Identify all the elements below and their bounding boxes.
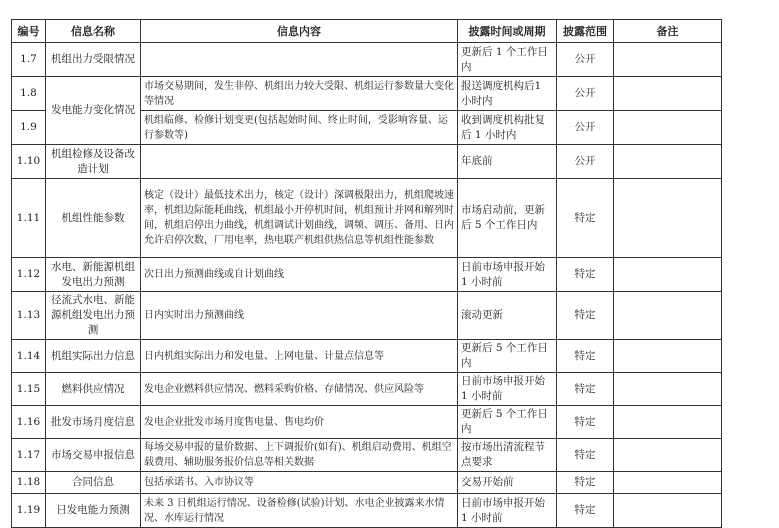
cell-info-name: 径流式水电、新能源机组发电出力预测 bbox=[46, 292, 141, 340]
cell-info-name: 水电、新能源机组发电出力预测 bbox=[46, 258, 141, 292]
cell-remarks bbox=[614, 292, 722, 340]
cell-info-content: 发电企业批发市场月度售电量、售电均价 bbox=[141, 406, 458, 439]
cell-disclosure-scope: 公开 bbox=[557, 43, 614, 77]
cell-disclosure-time: 市场启动前，更新后 5 个工作日内 bbox=[458, 179, 557, 258]
cell-disclosure-scope: 特定 bbox=[557, 340, 614, 373]
cell-info-name: 市场交易申报信息 bbox=[46, 439, 141, 472]
header-number: 编号 bbox=[12, 20, 46, 43]
table-row bbox=[12, 145, 722, 179]
header-remarks: 备注 bbox=[614, 20, 722, 43]
cell-disclosure-scope: 特定 bbox=[557, 292, 614, 340]
cell-remarks bbox=[614, 340, 722, 373]
cell-number: 1.9 bbox=[12, 111, 46, 145]
cell-disclosure-scope: 特定 bbox=[557, 494, 614, 528]
cell-info-name: 机组性能参数 bbox=[46, 179, 141, 258]
cell-info-name: 燃料供应情况 bbox=[46, 373, 141, 406]
cell-disclosure-scope: 特定 bbox=[557, 472, 614, 494]
cell-remarks bbox=[614, 111, 722, 145]
cell-info-name: 机组出力受限情况 bbox=[46, 43, 141, 77]
cell-disclosure-time: 日前市场申报开始 1 小时前 bbox=[458, 494, 557, 528]
cell-remarks bbox=[614, 179, 722, 258]
cell-disclosure-scope: 特定 bbox=[557, 439, 614, 472]
cell-info-name: 合同信息 bbox=[46, 472, 141, 494]
table-row bbox=[12, 77, 722, 111]
header-info-content: 信息内容 bbox=[141, 20, 458, 43]
cell-info-name: 发电能力变化情况 bbox=[46, 77, 141, 145]
table-header-row bbox=[12, 20, 722, 43]
table-row bbox=[12, 439, 722, 472]
table-row bbox=[12, 494, 722, 528]
cell-disclosure-time: 日前市场申报开始 1 小时前 bbox=[458, 373, 557, 406]
disclosure-table bbox=[11, 19, 722, 528]
cell-disclosure-scope: 特定 bbox=[557, 258, 614, 292]
cell-remarks bbox=[614, 406, 722, 439]
cell-disclosure-scope: 公开 bbox=[557, 77, 614, 111]
table-row bbox=[12, 258, 722, 292]
cell-info-content: 包括承诺书、入市协议等 bbox=[141, 472, 458, 494]
cell-disclosure-scope: 特定 bbox=[557, 179, 614, 258]
header-info-name: 信息名称 bbox=[46, 20, 141, 43]
cell-remarks bbox=[614, 145, 722, 179]
cell-remarks bbox=[614, 439, 722, 472]
cell-number: 1.15 bbox=[12, 373, 46, 406]
cell-disclosure-scope: 特定 bbox=[557, 406, 614, 439]
cell-number: 1.18 bbox=[12, 472, 46, 494]
cell-info-content: 未来 3 日机组运行情况、设备检修(试验)计划、水电企业披露来水情况、水库运行情况 bbox=[141, 494, 458, 528]
table-row bbox=[12, 472, 722, 494]
cell-disclosure-scope: 特定 bbox=[557, 373, 614, 406]
cell-number: 1.11 bbox=[12, 179, 46, 258]
cell-remarks bbox=[614, 373, 722, 406]
cell-number: 1.10 bbox=[12, 145, 46, 179]
cell-disclosure-time: 收到调度机构批复后 1 小时内 bbox=[458, 111, 557, 145]
cell-number: 1.19 bbox=[12, 494, 46, 528]
cell-disclosure-time: 报送调度机构后1 小时内 bbox=[458, 77, 557, 111]
cell-disclosure-time: 年底前 bbox=[458, 145, 557, 179]
cell-remarks bbox=[614, 77, 722, 111]
header-disclosure-time: 披露时间或周期 bbox=[458, 20, 557, 43]
cell-disclosure-time: 更新后 1 个工作日内 bbox=[458, 43, 557, 77]
cell-disclosure-time: 更新后 5 个工作日内 bbox=[458, 406, 557, 439]
cell-disclosure-scope: 公开 bbox=[557, 145, 614, 179]
cell-remarks bbox=[614, 494, 722, 528]
cell-disclosure-time: 按市场出清流程节点要求 bbox=[458, 439, 557, 472]
cell-info-content: 每场交易申报的量价数据、上下调报价(如有)、机组启动费用、机组空载费用、辅助服务报价信息等相关数据 bbox=[141, 439, 458, 472]
cell-number: 1.8 bbox=[12, 77, 46, 111]
header-disclosure-scope: 披露范围 bbox=[557, 20, 614, 43]
cell-disclosure-time: 日前市场申报开始 1 小时前 bbox=[458, 258, 557, 292]
cell-info-name: 批发市场月度信息 bbox=[46, 406, 141, 439]
cell-remarks bbox=[614, 472, 722, 494]
cell-info-content: 机组临修、检修计划变更(包括起始时间、终止时间，受影响容量、运行参数等) bbox=[141, 111, 458, 145]
table-row bbox=[12, 43, 722, 77]
cell-info-content bbox=[141, 43, 458, 77]
cell-info-content: 日内实时出力预测曲线 bbox=[141, 292, 458, 340]
cell-disclosure-time: 滚动更新 bbox=[458, 292, 557, 340]
cell-info-name: 机组检修及设备改造计划 bbox=[46, 145, 141, 179]
cell-disclosure-time: 更新后 5 个工作日内 bbox=[458, 340, 557, 373]
cell-number: 1.14 bbox=[12, 340, 46, 373]
table-row bbox=[12, 406, 722, 439]
cell-number: 1.16 bbox=[12, 406, 46, 439]
cell-remarks bbox=[614, 43, 722, 77]
cell-disclosure-scope: 公开 bbox=[557, 111, 614, 145]
cell-info-name: 日发电能力预测 bbox=[46, 494, 141, 528]
cell-info-name: 机组实际出力信息 bbox=[46, 340, 141, 373]
cell-number: 1.17 bbox=[12, 439, 46, 472]
cell-info-content bbox=[141, 145, 458, 179]
cell-info-content: 日内机组实际出力和发电量、上网电量、计量点信息等 bbox=[141, 340, 458, 373]
cell-number: 1.7 bbox=[12, 43, 46, 77]
table-row bbox=[12, 340, 722, 373]
cell-info-content: 发电企业燃料供应情况、燃料采购价格、存储情况、供应风险等 bbox=[141, 373, 458, 406]
table-row bbox=[12, 179, 722, 258]
cell-number: 1.12 bbox=[12, 258, 46, 292]
cell-info-content: 核定（设计）最低技术出力，核定（设计）深调极限出力，机组爬坡速率，机组边际能耗曲线，机组最小开停机时间，机组预计并网和解列时间，机组启停出力曲线，机组调试计划曲线，调频、调压、备用、日内允许启停次数，厂用电率，热电联产机组供热信息等机组性能参数 bbox=[141, 179, 458, 258]
cell-disclosure-time: 交易开始前 bbox=[458, 472, 557, 494]
cell-info-content: 次日出力预测曲线或自计划曲线 bbox=[141, 258, 458, 292]
table-row bbox=[12, 373, 722, 406]
cell-remarks bbox=[614, 258, 722, 292]
table-row bbox=[12, 292, 722, 340]
cell-number: 1.13 bbox=[12, 292, 46, 340]
cell-info-content: 市场交易期间，发生非停、机组出力较大受限、机组运行参数量大变化等情况 bbox=[141, 77, 458, 111]
